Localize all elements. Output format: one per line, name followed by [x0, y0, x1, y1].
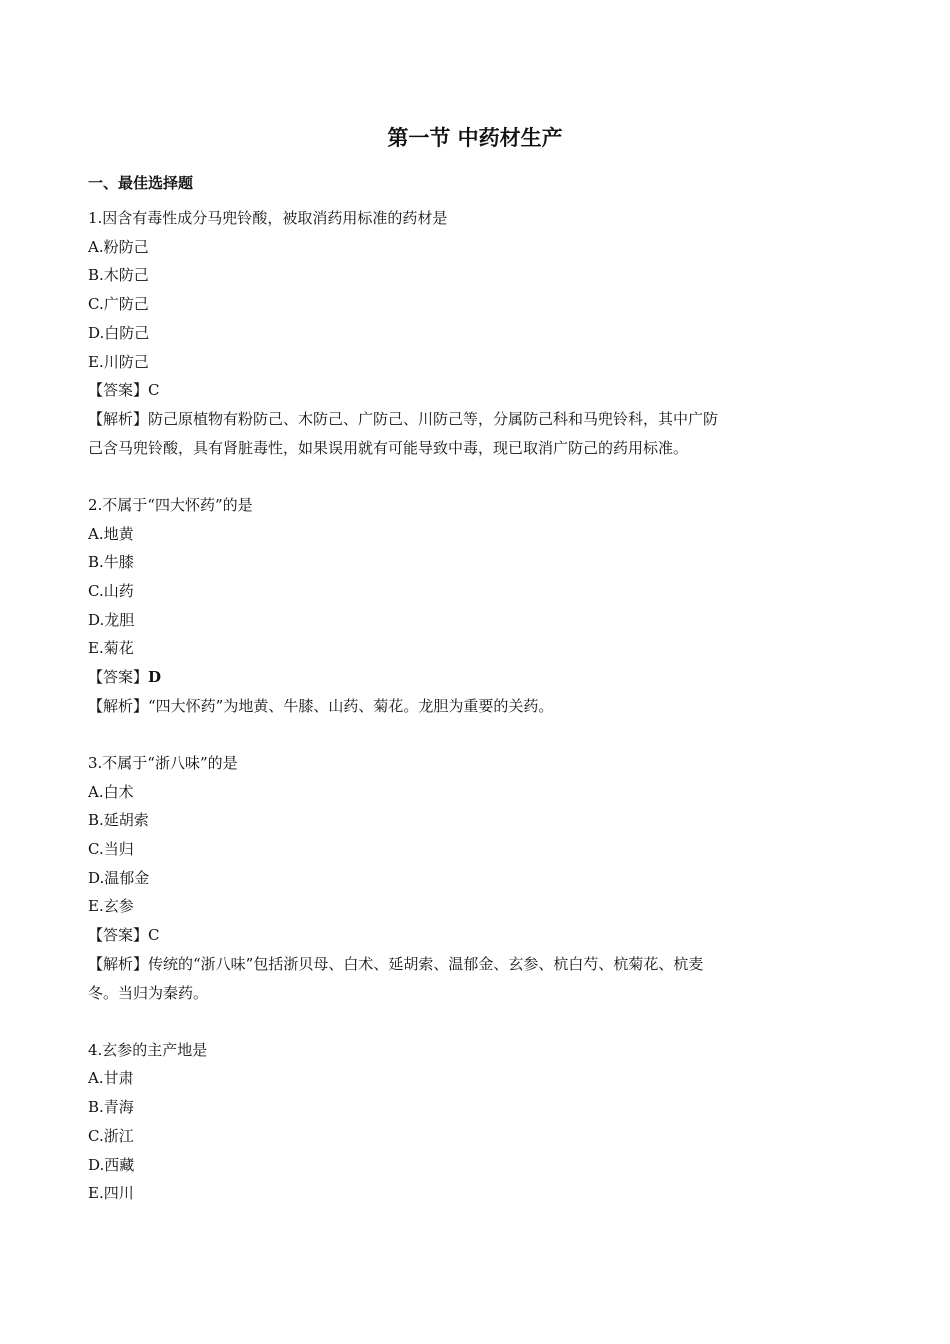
analysis-text: “四大怀药”为地黄、牛膝、山药、菊花。龙胆为重要的关药。 — [148, 696, 554, 715]
answer-line — [88, 663, 808, 692]
analysis-line-1 — [88, 692, 808, 721]
question-3 — [88, 749, 808, 1007]
option-c: C.当归 — [88, 840, 134, 859]
question-stem: 4.玄参的主产地是 — [88, 1040, 208, 1059]
question-stem: 1.因含有毒性成分马兜铃酸，被取消药用标准的药材是 — [88, 209, 448, 227]
option-b: B.青海 — [88, 1098, 134, 1117]
option-a: A.白术 — [88, 782, 134, 801]
question-stem: 3.不属于“浙八味”的是 — [88, 753, 238, 772]
option-e: E.菊花 — [88, 639, 134, 658]
analysis-line-2: 己含马兜铃酸，具有肾脏毒性，如果误用就有可能导致中毒，现已取消广防己的药用标准。 — [88, 438, 689, 457]
analysis-label: 【解析】 — [88, 954, 149, 973]
question-4 — [88, 1036, 808, 1208]
option-a: A.甘肃 — [88, 1069, 134, 1088]
option-d: D.龙胆 — [88, 610, 135, 629]
option-c: C.广防己 — [88, 295, 149, 314]
option-d: D.白防己 — [88, 323, 150, 342]
option-a: A.粉防己 — [88, 237, 149, 256]
option-d: D.西藏 — [88, 1155, 135, 1174]
option-c: C.山药 — [88, 581, 134, 600]
question-list — [88, 204, 808, 1237]
option-e: E.玄参 — [88, 897, 134, 916]
answer-line — [88, 376, 808, 405]
option-b: B.延胡索 — [88, 811, 149, 830]
question-2 — [88, 491, 808, 721]
answer-label: 【答案】 — [88, 926, 149, 945]
option-c: C.浙江 — [88, 1126, 134, 1145]
analysis-label: 【解析】 — [88, 409, 149, 428]
answer-label: 【答案】 — [88, 381, 149, 400]
option-a: A.地黄 — [88, 524, 134, 543]
answer-value: C — [148, 926, 160, 945]
page-title: 第一节 中药材生产 — [387, 126, 563, 150]
option-e: E.四川 — [88, 1184, 134, 1203]
analysis-text: 传统的“浙八味”包括浙贝母、白术、延胡索、温郁金、玄参、杭白芍、杭菊花、杭麦 — [148, 954, 704, 973]
option-b: B.木防己 — [88, 266, 149, 285]
analysis-line-1 — [88, 405, 808, 434]
option-b: B.牛膝 — [88, 553, 134, 572]
analysis-text: 防己原植物有粉防己、木防己、广防己、川防己等，分属防己科和马兜铃科，其中广防 — [148, 409, 719, 428]
answer-value: D — [148, 668, 162, 687]
answer-label: 【答案】 — [88, 668, 149, 687]
analysis-line-1 — [88, 950, 808, 979]
question-1 — [88, 204, 808, 462]
answer-value: C — [148, 381, 160, 400]
option-d: D.温郁金 — [88, 868, 150, 887]
analysis-label: 【解析】 — [88, 696, 149, 715]
question-stem: 2.不属于“四大怀药”的是 — [88, 495, 253, 514]
section-heading: 一、最佳选择题 — [88, 174, 194, 192]
option-e: E.川防己 — [88, 352, 149, 371]
analysis-line-2: 冬。当归为秦药。 — [88, 983, 209, 1002]
answer-line — [88, 921, 808, 950]
